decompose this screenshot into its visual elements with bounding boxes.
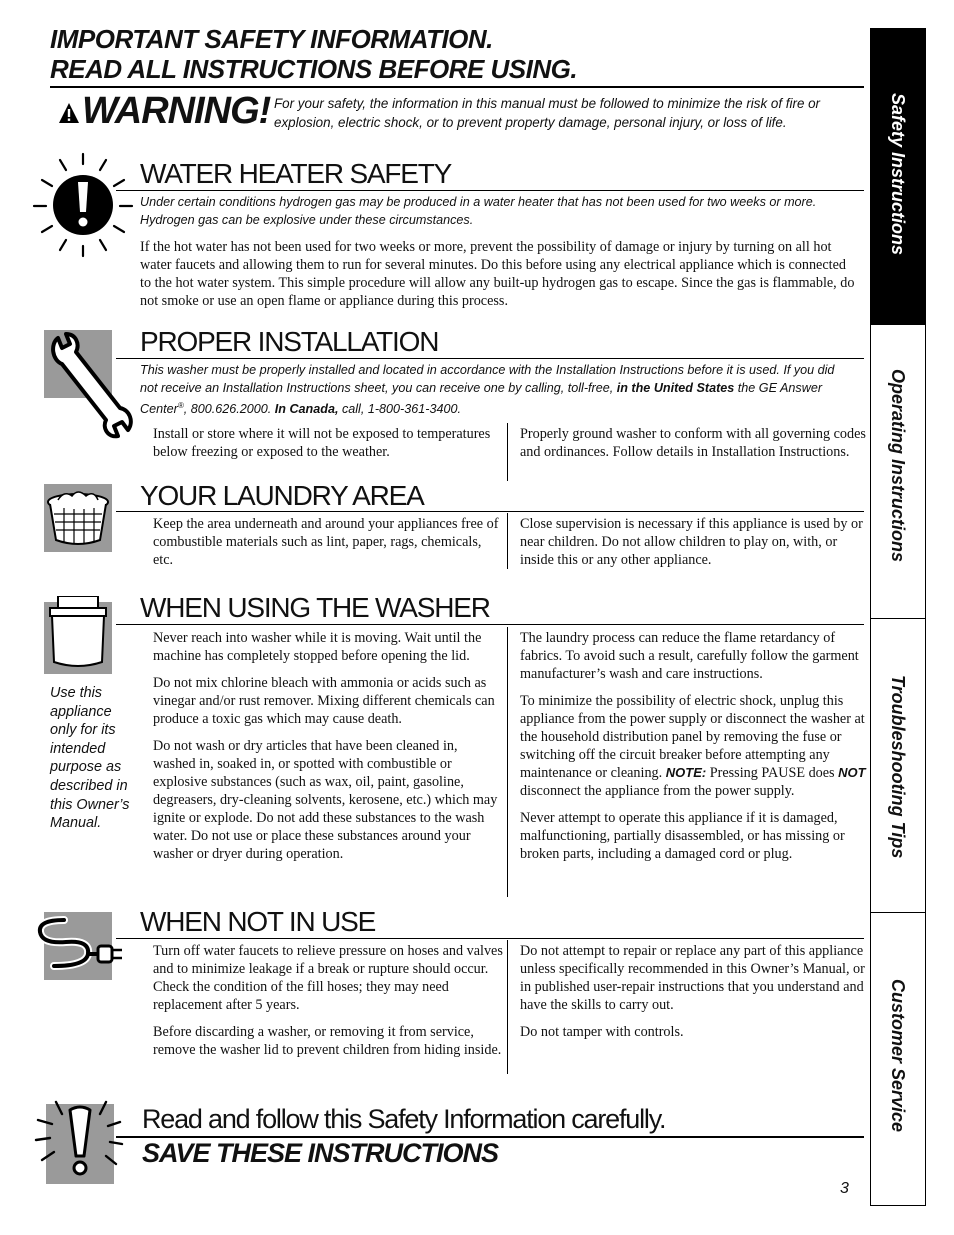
- section-title-installation: PROPER INSTALLATION: [140, 326, 439, 357]
- column-divider: [507, 423, 508, 481]
- section-title-not-in-use: WHEN NOT IN USE: [140, 906, 376, 937]
- tab-label: Customer Service: [888, 979, 908, 1133]
- installation-lead-text: This washer must be properly installed and located in accordance with the Installation Instructions before it is used. If you did not receive an Installation Instructions sheet, you can receive one by calling, toll-free,: [140, 363, 835, 395]
- installation-right-text: Properly ground washer to conform with all governing codes and ordinances. Follow details in Installation Instructions.: [520, 426, 866, 460]
- installation-lead: [140, 361, 852, 418]
- registered-mark: ®: [177, 401, 184, 410]
- section-title-using-washer: WHEN USING THE WASHER: [140, 592, 490, 623]
- column-divider: [507, 627, 508, 897]
- water-heater-lead: Under certain conditions hydrogen gas may be produced in a water heater that has not been used for two weeks or more. Hydrogen gas can be explosive under these circumstances.: [140, 195, 817, 227]
- section-title-laundry-area: YOUR LAUNDRY AREA: [140, 480, 424, 511]
- header-rule: [50, 86, 864, 88]
- note-text-2: disconnect the appliance from the power supply.: [520, 783, 795, 799]
- installation-canada-label: In Canada,: [274, 402, 339, 417]
- installation-phone-canada: call, 1-800-361-3400.: [341, 402, 461, 417]
- section-rule: [116, 190, 864, 191]
- using-right-column: [520, 629, 866, 872]
- note-label: NOTE:: [665, 765, 707, 780]
- using-left-paragraph: Do not wash or dry articles that have been cleaned in, washed in, soaked in, or spotted with combustible or explosive substances (such as wax, oil, paint, gasoline, degreasers, dry-cleaning solvents, kerosene, etc.) which may ignite or explode. Do not add these substances to the wash water. Do not use or place these substances around your washer or dryer during operation.: [153, 738, 498, 862]
- not-in-use-right-column: [520, 942, 866, 1050]
- using-right-text: To minimize the possibility of electric shock, unplug this appliance from the power supply or disconnect the washer at the household distribution panel by removing the fuse or switching off the circuit breaker before attempting any maintenance or cleaning.: [520, 693, 865, 781]
- title-line-1: IMPORTANT SAFETY INFORMATION.: [50, 24, 493, 54]
- wrench-shape-icon: [48, 330, 138, 440]
- exclamation-alert-icon: [34, 1094, 124, 1186]
- warning-text: For your safety, the information in this manual must be followed to minimize the risk of fire or explosion, electric shock, or to prevent property damage, personal injury, or loss of life.: [274, 96, 821, 130]
- tab-safety-instructions[interactable]: [871, 29, 925, 325]
- using-right-paragraph: The laundry process can reduce the flame retardancy of fabrics. To avoid such a result, carefully follow the garment manufacturer’s wash and care instructions.: [520, 630, 859, 682]
- using-left-paragraph: Never reach into washer while it is moving. Wait until the machine has completely stopped before opening the lid.: [153, 630, 482, 664]
- section-title-water-heater: WATER HEATER SAFETY: [140, 158, 452, 189]
- tab-label: Operating Instructions: [888, 369, 908, 563]
- footer-save-instructions: SAVE THESE INSTRUCTIONS: [142, 1138, 499, 1168]
- not-in-use-right-paragraph: Do not attempt to repair or replace any part of this appliance unless specifically recommended in this Owner’s Manual, or in published user-repair instructions that you understand and have the skills to carry out.: [520, 943, 865, 1013]
- not-in-use-right-paragraph: Do not tamper with controls.: [520, 1024, 684, 1040]
- using-left-paragraph: Do not mix chlorine bleach with ammonia or acids such as vinegar and/or rust remover. Mixing different chemicals can produce a toxic gas which may cause death.: [153, 675, 495, 727]
- footer-read-follow: Read and follow this Safety Information carefully.: [142, 1104, 666, 1134]
- using-left-column: [153, 629, 503, 872]
- note-text: Pressing PAUSE does: [709, 765, 835, 781]
- washer-icon: [44, 596, 112, 674]
- installation-lead-text-2: the GE Answer Center: [140, 381, 823, 417]
- installation-left-text: Install or store where it will not be exposed to temperatures below freezing or exposed to the weather.: [153, 426, 491, 460]
- cord-shape-icon: [34, 910, 130, 980]
- section-rule: [116, 624, 864, 625]
- installation-phone-us: , 800.626.2000.: [183, 402, 272, 417]
- tab-operating-instructions[interactable]: [871, 325, 925, 619]
- using-right-paragraph: Never attempt to operate this appliance if it is damaged, malfunctioning, partially disassembled, or has missing or broken parts, including a damaged cord or plug.: [520, 810, 845, 862]
- tab-label: Safety Instructions: [888, 93, 908, 256]
- using-right-paragraph: [520, 692, 866, 800]
- title-line-2: READ ALL INSTRUCTIONS BEFORE USING.: [50, 54, 578, 84]
- not-in-use-left-paragraph: Turn off water faucets to relieve pressure on hoses and valves and to minimize leakage if a break or rupture should occur. Check the condition of the fill hoses; they may need replacement after 5 years.: [153, 943, 503, 1013]
- warning-heading: WARNING!: [82, 90, 271, 132]
- page-title: [50, 24, 870, 84]
- laundry-basket-icon: [44, 484, 112, 552]
- laundry-right-text: Close supervision is necessary if this appliance is used by or near children. Do not allow children to play on, with, or inside this or any other appliance.: [520, 516, 863, 568]
- section-rule: [116, 358, 864, 359]
- laundry-left-text: Keep the area underneath and around your appliances free of combustible materials such as lint, paper, rags, chemicals, etc.: [153, 516, 499, 568]
- water-heater-body: If the hot water has not been used for two weeks or more, prevent the possibility of damage or injury by turning on all hot water faucets and allowing them to run for several minutes. Do this before using any electrical appliance which is connected to the hot water system. This simple procedure will allow any built-up hydrogen gas to escape. Since the gas is flammable, do not smoke or use an open flame or appliance during this process.: [140, 239, 855, 309]
- section-rule: [116, 938, 864, 939]
- column-divider: [507, 940, 508, 1074]
- tab-label: Troubleshooting Tips: [888, 675, 908, 859]
- installation-us-label: in the United States: [616, 381, 735, 395]
- page-number: 3: [840, 1180, 849, 1197]
- note-not: NOT: [838, 765, 866, 780]
- tab-troubleshooting-tips[interactable]: [871, 619, 925, 913]
- not-in-use-left-paragraph: Before discarding a washer, or removing it from service, remove the washer lid to prevent children from hiding inside.: [153, 1024, 502, 1058]
- exclamation-burst-icon: [28, 150, 138, 260]
- tab-customer-service[interactable]: [871, 913, 925, 1205]
- side-note: Use this appliance only for its intended purpose as described in this Owner’s Manual.: [50, 685, 130, 832]
- not-in-use-left-column: [153, 942, 503, 1068]
- section-tabs: [870, 28, 926, 1206]
- warning-triangle-icon: [58, 102, 80, 124]
- section-rule: [116, 511, 864, 512]
- column-divider: [507, 513, 508, 569]
